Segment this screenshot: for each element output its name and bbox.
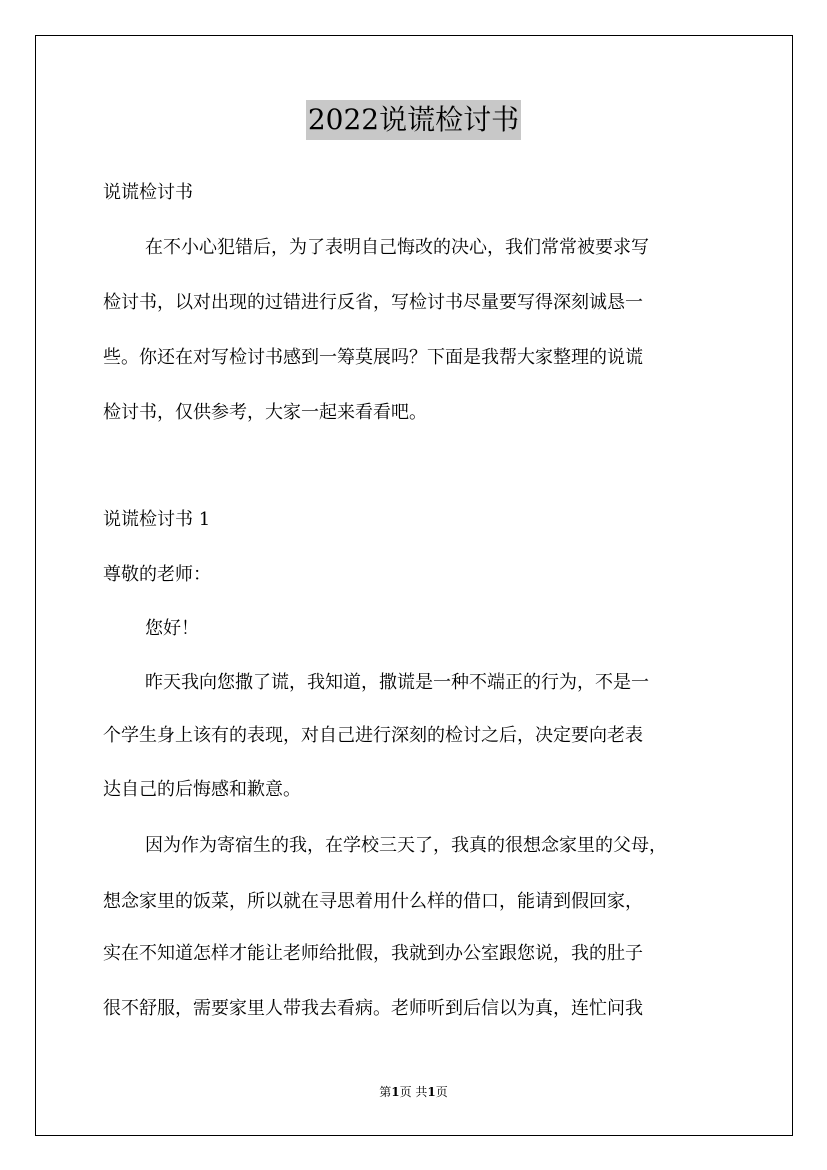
body-line-4: 因为作为寄宿生的我，在学校三天了，我真的很想念家里的父母， — [145, 835, 667, 856]
body-line-6: 实在不知道怎样才能让老师给批假，我就到办公室跟您说，我的肚子 — [103, 943, 643, 964]
salutation: 尊敬的老师： — [103, 564, 211, 585]
footer-current-page: 1 — [391, 1085, 400, 1099]
body-line-1: 昨天我向您撒了谎，我知道，撒谎是一种不端正的行为，不是一 — [145, 672, 649, 693]
document-heading: 说谎检讨书 — [103, 182, 193, 203]
body-line-2: 个学生身上该有的表现，对自己进行深刻的检讨之后，决定要向老表 — [103, 725, 643, 746]
intro-line-2: 检讨书，以对出现的过错进行反省，写检讨书尽量要写得深刻诚恳一 — [103, 292, 643, 313]
body-line-5: 想念家里的饭菜，所以就在寻思着用什么样的借口，能请到假回家， — [103, 891, 643, 912]
footer-suffix: 页 — [435, 1085, 448, 1099]
title-container — [0, 100, 827, 140]
section-title: 说谎检讨书 1 — [103, 509, 211, 530]
intro-line-3: 些。你还在对写检讨书感到一筹莫展吗？下面是我帮大家整理的说谎 — [103, 347, 643, 368]
intro-line-4: 检讨书，仅供参考，大家一起来看看吧。 — [103, 402, 427, 423]
footer-total-pages: 1 — [427, 1085, 436, 1099]
page-footer — [0, 1084, 827, 1100]
document-title: 2022说谎检讨书 — [306, 100, 521, 140]
body-line-3: 达自己的后悔感和歉意。 — [103, 779, 301, 800]
greeting: 您好！ — [145, 618, 199, 639]
intro-line-1: 在不小心犯错后，为了表明自己悔改的决心，我们常常被要求写 — [145, 237, 649, 258]
footer-prefix: 第 — [379, 1085, 392, 1099]
body-line-7: 很不舒服，需要家里人带我去看病。老师听到后信以为真，连忙问我 — [103, 998, 643, 1019]
footer-mid: 页 共 — [399, 1085, 428, 1099]
